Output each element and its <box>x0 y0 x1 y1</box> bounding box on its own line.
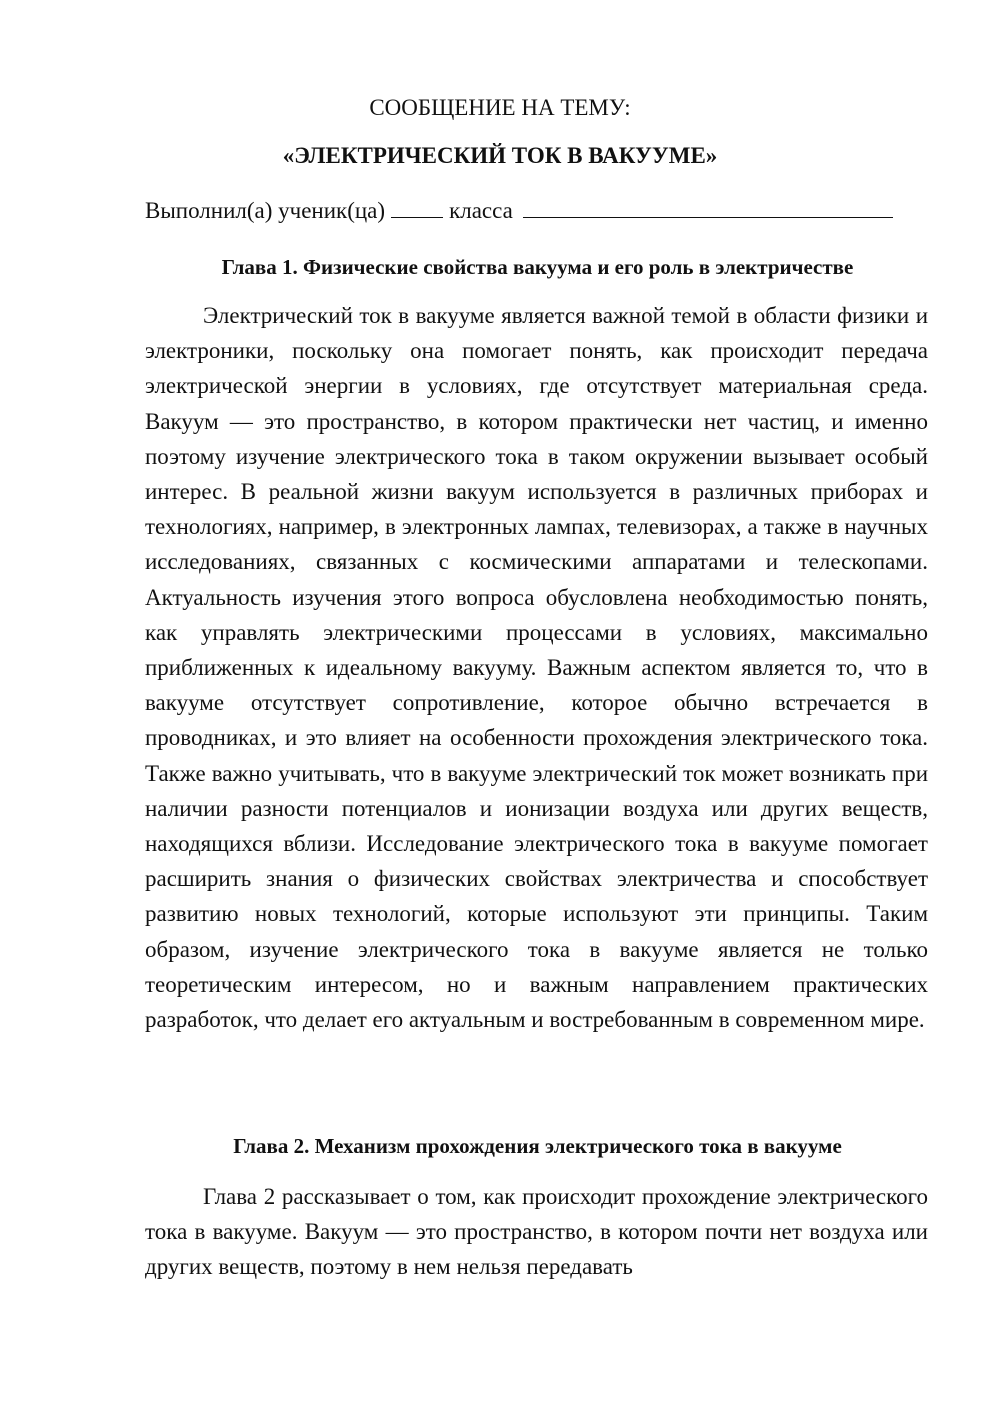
author-line-class-label: класса <box>449 198 513 223</box>
class-number-blank <box>391 197 443 218</box>
chapter-2-paragraph: Глава 2 рассказывает о том, как происходит прохождение электрического тока в вакууме. Вакуум — это пространство, в котором почти нет воздуха или других веществ, поэтому в нем нельзя передавать <box>145 1184 928 1280</box>
document-title-line-1: СООБЩЕНИЕ НА ТЕМУ: <box>369 95 631 120</box>
author-line <box>145 197 930 224</box>
author-line-prefix: Выполнил(а) ученик(ца) <box>145 198 386 223</box>
student-name-blank <box>523 197 893 218</box>
chapter-2-heading: Глава 2. Механизм прохождения электрического тока в вакууме <box>233 1134 842 1158</box>
document-title-line-2: «ЭЛЕКТРИЧЕСКИЙ ТОК В ВАКУУМЕ» <box>282 143 718 168</box>
chapter-1-heading: Глава 1. Физические свойства вакуума и его роль в электричестве <box>221 255 854 279</box>
chapter-1-paragraph: Электрический ток в вакууме является важной темой в области физики и электроники, поскольку она помогает понять, как происходит передача электрической энергии в условиях, где отсутствует материальная среда. Вакуум — это пространство, в котором практически нет частиц, и именно поэтому изучение электрического тока в таком окружении вызывает особый интерес. В реальной жизни вакуум используется в различных приборах и технологиях, например, в электронных лампах, телевизорах, а также в научных исследованиях, связанных с космическими аппаратами и телескопами. Актуальность изучения этого вопроса обусловлена необходимостью понять, как управлять электрическими процессами в условиях, максимально приближенных к идеальному вакууму. Важным аспектом является то, что в вакууме отсутствует сопротивление, которое обычно встречается в проводниках, и это влияет на особенности прохождения электрического тока. Также важно учитывать, что в вакууме электрический ток может возникать при наличии разности потенциалов и ионизации воздуха или других веществ, находящихся вблизи. Исследование электрического тока в вакууме помогает расширить знания о физических свойствах электричества и способствует развитию новых технологий, которые используют эти принципы. Таким образом, изучение электрического тока в вакууме является не только теоретическим интересом, но и важным направлением практических разработок, что делает его актуальным и востребованным в современном мире. <box>145 303 928 1033</box>
